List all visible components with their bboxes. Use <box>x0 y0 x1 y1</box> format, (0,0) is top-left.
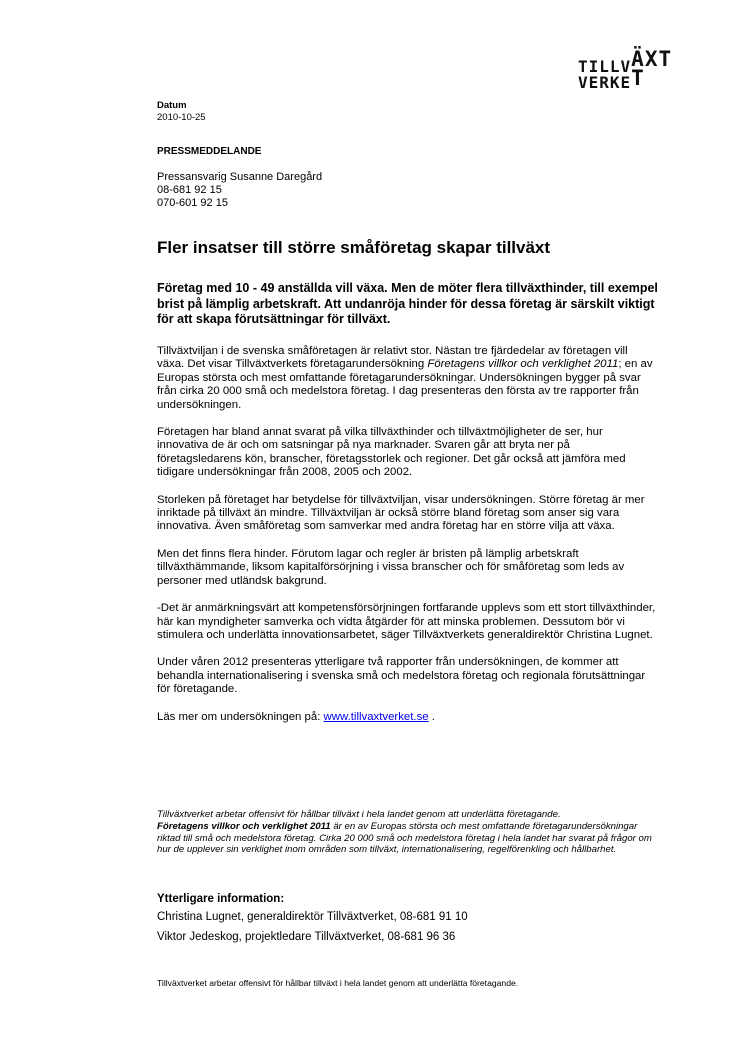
article-body <box>157 345 657 738</box>
doc-type: PRESSMEDDELANDE <box>157 146 262 157</box>
logo-text: VERKE <box>578 73 632 92</box>
logo-text: TILLV <box>578 57 632 76</box>
press-phone-2: 070-601 92 15 <box>157 197 228 209</box>
paragraph-5: -Det är anmärkningsvärt att kompetensförsörjningen fortfarande upplevs som ett stort tillväxthinder, här kan myndigheter samverka och vidta åtgärder för att minska problemen. Dessutom bör vi stimulera och underlätta innovationsarbetet, säger Tillväxtverkets generaldirektör Christina Lugnet. <box>157 602 656 641</box>
date: 2010-10-25 <box>157 112 206 123</box>
lead-paragraph: Företag med 10 - 49 anställda vill växa. Men de möter flera tillväxthinder, till exempel brist på lämplig arbetskraft. Att undanröja hinder för dessa företag är särskilt viktigt för att skapa förutsättningar för tillväxt. <box>157 281 658 326</box>
paragraph-1: Tillväxtviljan i de svenska småföretagen är relativt stor. Nästan tre fjärdedelar av företagen vill växa. Det visar Tillväxtverkets företagarundersökning Företagens villkor och verklighet 2011; en av Europas största och mest omfattande företagarundersökningar. Undersökningen bygger på svar från cirka 20 000 små och medelstora företag. I dag presenteras den första av tre rapporter från undersökningen. <box>157 345 653 411</box>
website-link[interactable]: www.tillvaxtverket.se <box>323 710 429 723</box>
read-more: Läs mer om undersökningen på: www.tillvaxtverket.se . <box>157 710 435 723</box>
about-report-title: Företagens villkor och verklighet 2011 <box>157 820 331 832</box>
about-text: Företagens villkor och verklighet 2011 är en av Europas största och mest omfattande företagarundersökningar riktad till små och medelstora företag. Cirka 20 000 små och medelstora företag i hela landet har svarat på frågor om hur de upplever sin verklighet inom områden som tillväxt, internationalisering, regelförenkling och hållbarhet. <box>157 820 652 856</box>
press-phone-1: 08-681 92 15 <box>157 184 222 196</box>
datum-label: Datum <box>157 100 187 111</box>
paragraph-3: Storleken på företaget har betydelse för tillväxtviljan, visar undersökningen. Större företag är mer inriktade på tillväxt än mindre. Tillväxtviljan är också större bland företag som anser sig vara innovativa. Även småföretag som samverkar med andra företag har en större vilja att växa. <box>157 493 645 533</box>
paragraph-6: Under våren 2012 presenteras ytterligare två rapporter från undersökningen, de kommer att behandla internationalisering i svenska små och medelstora företag och regionala förutsättningar för företagande. <box>157 656 646 696</box>
logo-text-large: ÄXT <box>631 47 673 71</box>
report-title: Företagens villkor och verklighet 2011 <box>427 358 619 371</box>
about-section <box>157 809 657 856</box>
logo-text-large: T <box>631 66 645 90</box>
page-title: Fler insatser till större småföretag skapar tillväxt <box>157 238 551 257</box>
about-line: Tillväxtverket arbetar offensivt för hållbar tillväxt i hela landet genom att underlätta företagande. <box>157 809 561 820</box>
page-footer: Tillväxtverket arbetar offensivt för hållbar tillväxt i hela landet genom att underlätta företagande. <box>157 978 519 988</box>
info-contact-2: Viktor Jedeskog, projektledare Tillväxtverket, 08-681 96 36 <box>157 931 456 943</box>
info-heading: Ytterligare information: <box>157 893 285 905</box>
paragraph-2: Företagen har bland annat svarat på vilka tillväxthinder och tillväxtmöjligheter de ser, hur innovativa de är och om satsningar på nya marknader. Svaren går att bryta ner på företagsledarens kön, branscher, företagsstorlek och regioner. Det går också att jämföra med tidigare undersökningar från 2008, 2005 och 2002. <box>157 426 626 479</box>
paragraph-4: Men det finns flera hinder. Förutom lagar och regler är bristen på lämplig arbetskraft tillväxthämmande, liksom kapitalförsörjning i vissa branscher och för småföretag som leds av personer med utländsk bakgrund. <box>157 547 625 587</box>
info-contact-1: Christina Lugnet, generaldirektör Tillväxtverket, 08-681 91 10 <box>157 911 468 923</box>
press-contact: Pressansvarig Susanne Daregård <box>157 171 323 183</box>
